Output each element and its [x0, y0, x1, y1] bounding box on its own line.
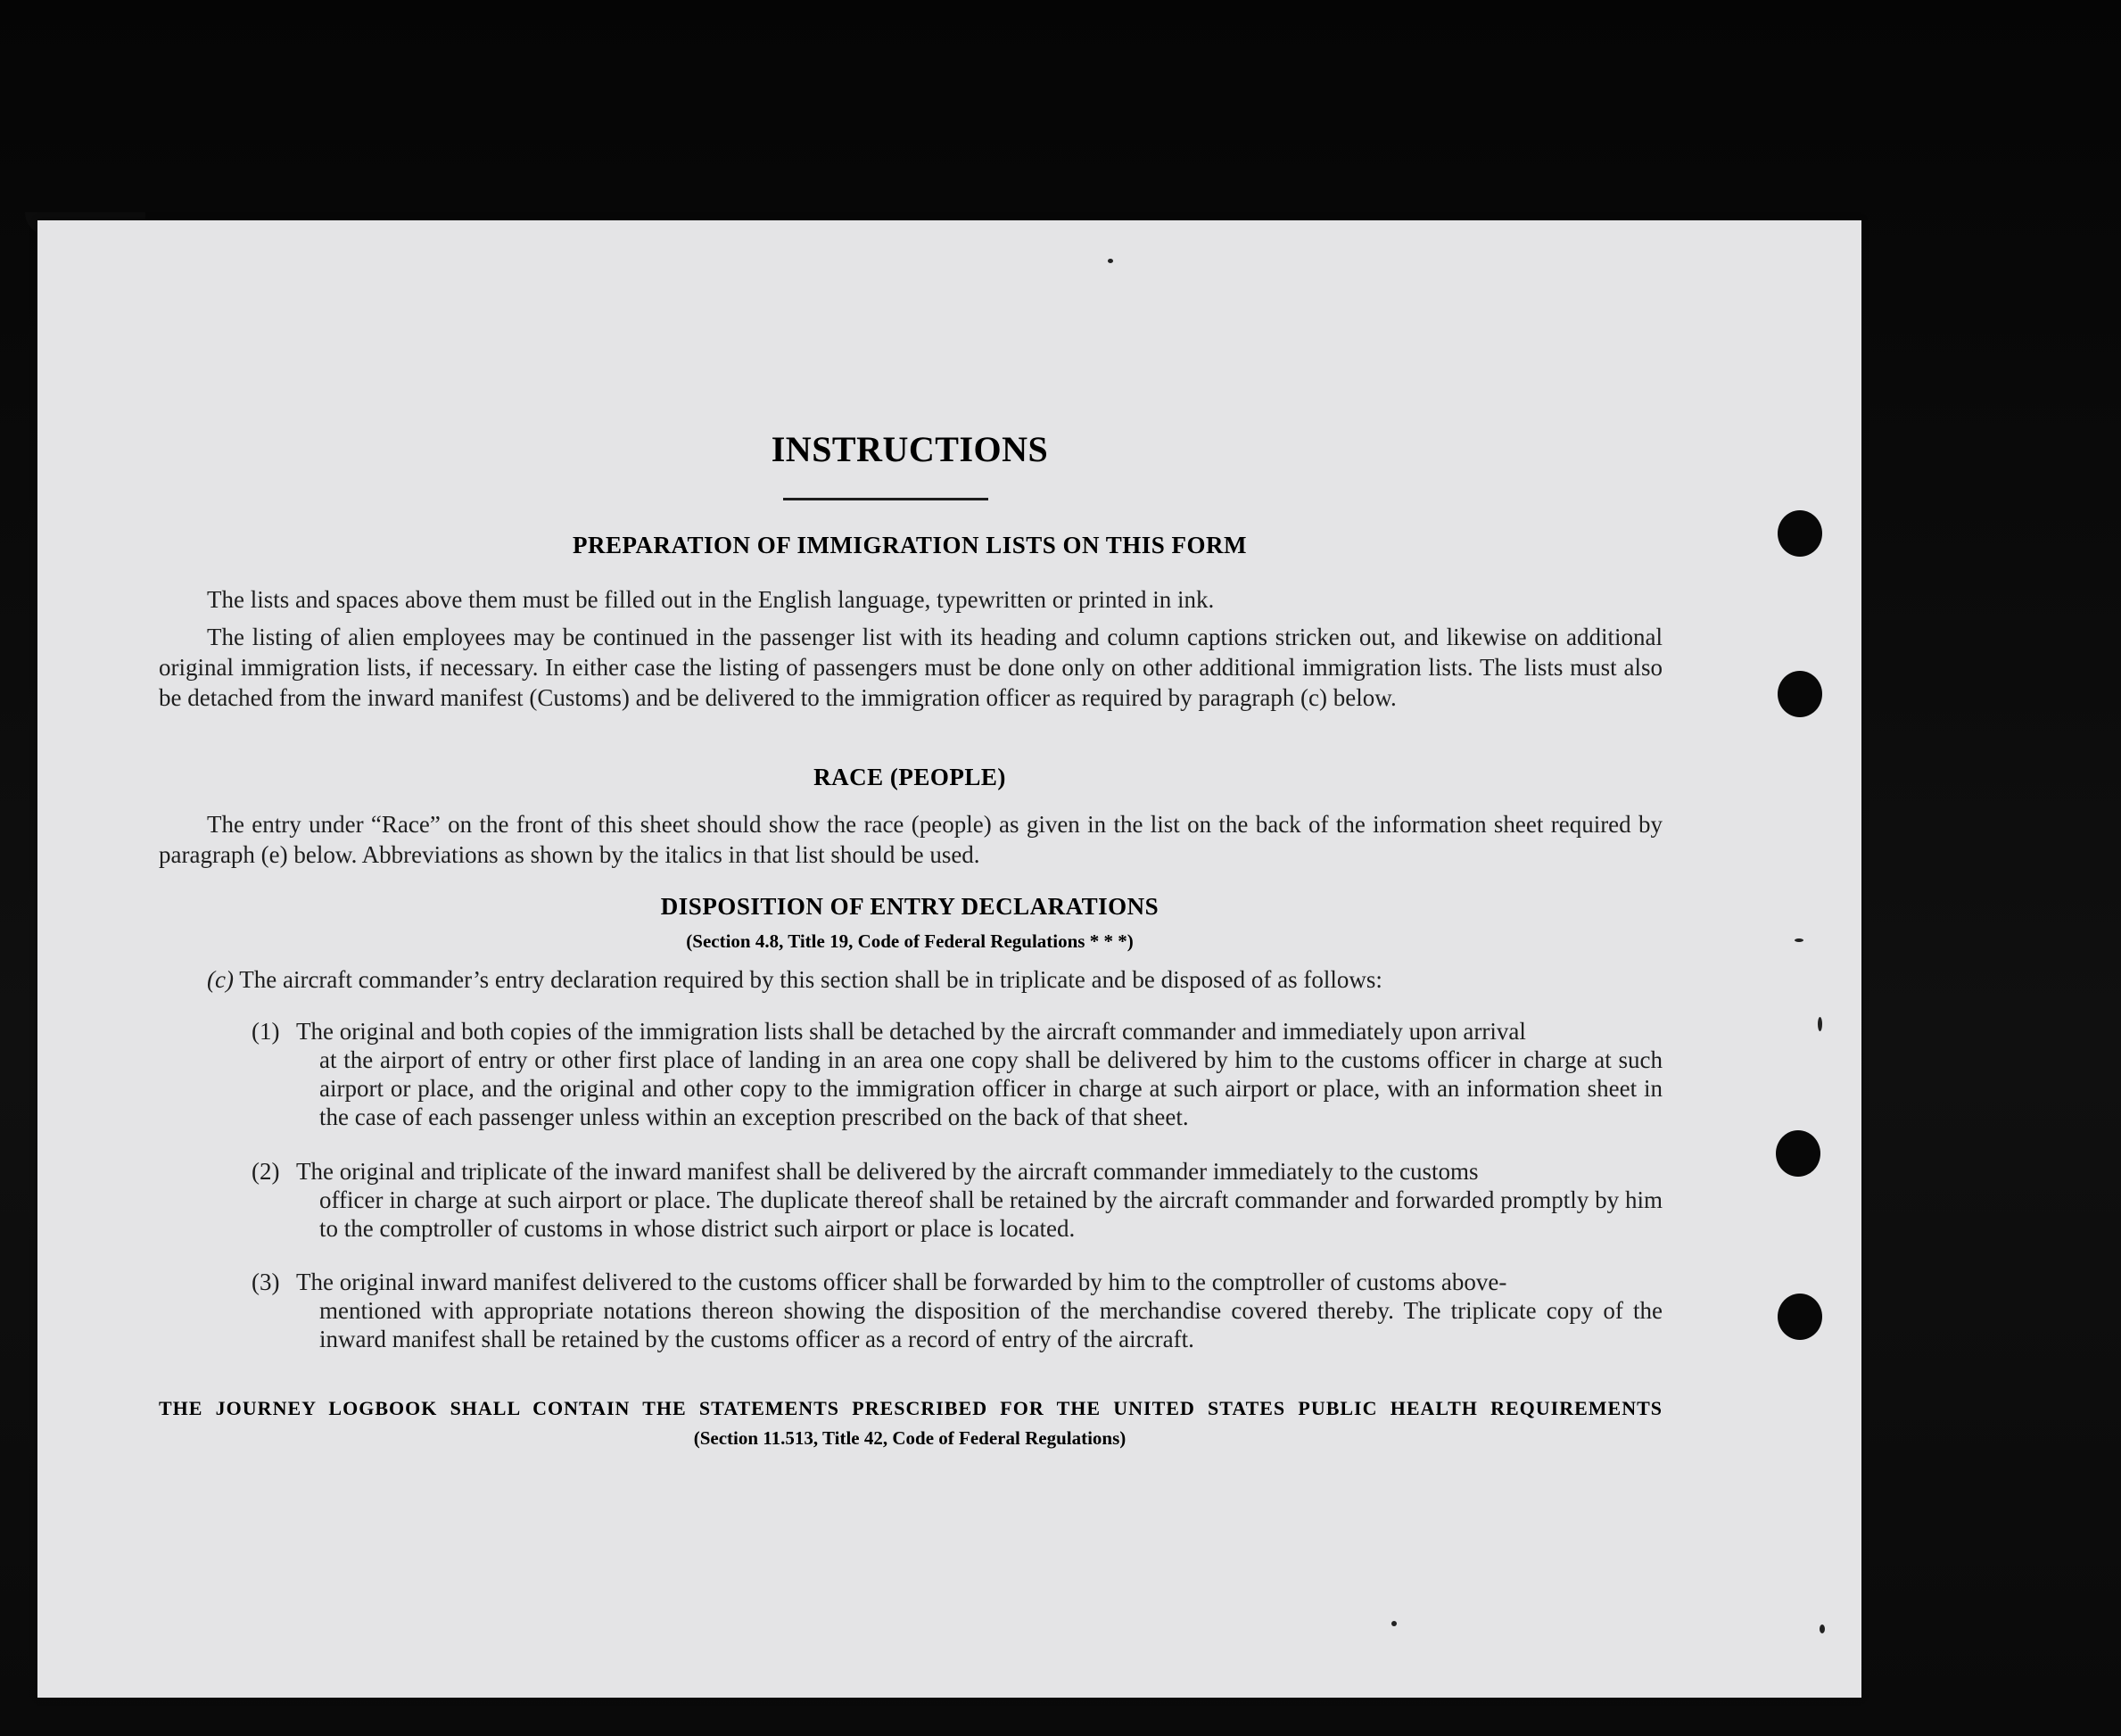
list-item: [252, 1157, 1663, 1243]
list-item-text: [296, 1017, 1663, 1131]
race-paragraph: The entry under “Race” on the front of this sheet should show the race (people) as given in the list on the back of the information sheet required by paragraph (e) below. Abbreviations as shown by the italics in that list should be used.: [159, 811, 1663, 868]
punch-hole: [1776, 1130, 1820, 1177]
footer-statement: THE JOURNEY LOGBOOK SHALL CONTAIN THE STATEMENTS PRESCRIBED FOR THE UNITED STATES PUBLIC HEALTH REQUIREMENTS: [159, 1397, 1663, 1419]
race-heading: RACE (PEOPLE): [813, 764, 1006, 790]
list-item-first-line: The original and both copies of the immigration lists shall be detached by the aircraft commander and immediately upon arrival: [296, 1018, 1526, 1045]
list-item-first-line: The original and triplicate of the inward manifest shall be delivered by the aircraft commander immediately to the customs: [296, 1158, 1479, 1185]
clause-c: [207, 964, 1663, 995]
list-item-number: (2): [252, 1158, 280, 1185]
list-item: [252, 1268, 1663, 1353]
list-item-continuation: officer in charge at such airport or place. The duplicate thereof shall be retained by the aircraft commander and forwarded promptly by him to the comptroller of customs in whose district such airport or place is located.: [319, 1186, 1663, 1242]
list-item-text: [296, 1157, 1663, 1243]
list-item: [252, 1017, 1663, 1131]
preparation-paragraph-1: The lists and spaces above them must be filled out in the English language, typewritten or printed in ink.: [207, 586, 1215, 613]
list-item-number: (3): [252, 1269, 280, 1295]
list-item-continuation: at the airport of entry or other first place of landing in an area one copy shall be delivered by him to the customs officer in charge at such airport or place, and the original and other copy to the immigration officer in charge at such airport or place, with an information sheet in the case of each passenger unless within an exception prescribed on the back of that sheet.: [319, 1046, 1663, 1130]
preparation-heading: PREPARATION OF IMMIGRATION LISTS ON THIS FORM: [572, 532, 1248, 558]
disposition-heading: DISPOSITION OF ENTRY DECLARATIONS: [660, 893, 1160, 920]
scan-speck: [1820, 1624, 1825, 1633]
preparation-paragraph-2: The listing of alien employees may be continued in the passenger list with its heading and column captions stricken out, and likewise on additional original immigration lists, if necessary. In either case the listing of passengers must be done only on other additional immigration lists. The lists must also be detached from the inward manifest (Customs) and be delivered to the immigration officer as required by paragraph (c) below.: [159, 624, 1663, 711]
disposition-reference: (Section 4.8, Title 19, Code of Federal Regulations * * *): [686, 930, 1134, 952]
footer-reference: (Section 11.513, Title 42, Code of Federal Regulations): [693, 1427, 1127, 1449]
clause-label: (c): [207, 966, 234, 993]
title-underline: [783, 498, 988, 500]
list-item-continuation: mentioned with appropriate notations thereon showing the disposition of the merchandise covered thereby. The triplicate copy of the inward manifest shall be retained by the customs officer as a record of entry of the aircraft.: [319, 1297, 1663, 1352]
clause-text: The aircraft commander’s entry declaration required by this section shall be in triplicate and be disposed of as follows:: [239, 966, 1382, 993]
punch-hole: [1778, 1294, 1822, 1340]
page-title: INSTRUCTIONS: [771, 429, 1049, 469]
list-item-first-line: The original inward manifest delivered to the customs officer shall be forwarded by him to the comptroller of customs above-: [296, 1269, 1507, 1295]
list-item-text: [296, 1268, 1663, 1353]
list-item-number: (1): [252, 1018, 280, 1045]
punch-hole: [1778, 671, 1822, 717]
scan-speck: [1108, 259, 1113, 263]
scan-speck: [1391, 1621, 1397, 1626]
scan-speck: [1818, 1017, 1822, 1031]
